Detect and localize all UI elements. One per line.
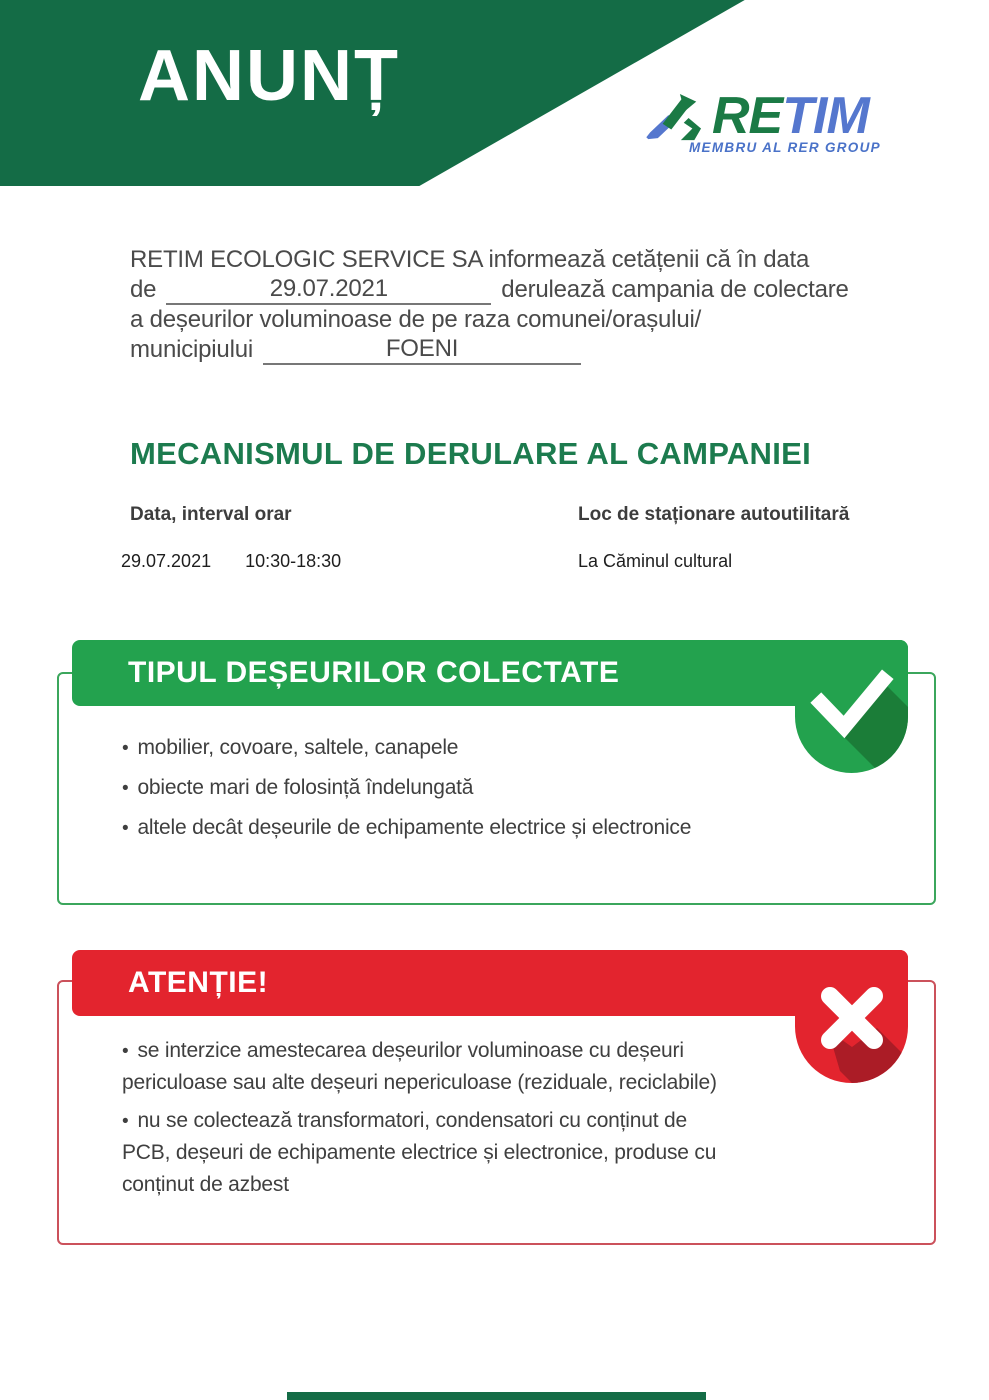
bottom-banner-edge [287,1392,706,1400]
city-fill-in: FOENI [263,335,581,365]
collected-item-2: obiecte mari de folosință îndelungată [137,776,474,799]
list-item [122,774,473,803]
schedule-hours: 10:30-18:30 [245,551,342,571]
list-item [122,1107,687,1136]
warning-title: ATENȚIE! [128,966,269,999]
warning-item-1-line-2: periculoase sau alte deșeuri nepericuloase (reziduale, reciclabile) [122,1071,717,1094]
location-column-label: Loc de staționare autoutilitară [578,504,850,525]
schedule-date: 29.07.2021 [121,551,212,571]
retim-logo [645,87,885,160]
schedule-column-label: Data, interval orar [130,504,292,525]
x-mark-icon [795,950,908,1083]
logo-text-re: RE [712,87,783,145]
intro-line-4 [130,335,930,365]
collected-waste-title: TIPUL DEȘEURILOR COLECTATE [128,656,620,689]
bullet-icon: • [122,778,129,799]
intro-line-3: a deșeurilor voluminoase de pe raza comunei/orașului/ [130,306,702,333]
warning-item-2-line-3: conținut de azbest [122,1173,289,1196]
warning-item-2-line-2: PCB, deșeuri de echipamente electrice și electronice, produse cu [122,1141,717,1164]
list-item [122,1069,717,1097]
recycle-arrows-icon [645,94,711,142]
logo-wordmark [712,87,869,145]
location-value: La Căminul cultural [578,551,733,571]
list-item [122,1037,684,1066]
checkmark-icon [795,640,908,773]
x-mark-badge [795,950,908,1083]
intro-line4-prefix: municipiului [130,336,253,363]
list-item [122,1139,716,1167]
intro-line2-suffix: derulează campania de colectare [501,276,849,303]
warning-ribbon [72,950,908,1016]
bullet-icon: • [122,738,129,759]
list-item [122,814,691,843]
checkmark-badge [795,640,908,773]
date-fill-in: 29.07.2021 [166,275,491,305]
warning-item-2-line-1: nu se colectează transformatori, condensatori cu conținut de [137,1109,687,1132]
section-heading: MECANISMUL DE DERULARE AL CAMPANIEI [130,436,812,471]
bullet-icon: • [122,818,129,839]
intro-line-2 [130,275,930,305]
intro-line2-prefix: de [130,276,157,303]
collected-waste-ribbon [72,640,908,706]
logo-text-tim: TIM [782,87,869,145]
page-title: ANUNȚ [138,36,400,116]
list-item [122,1171,289,1199]
intro-paragraph [130,245,930,365]
intro-line-1: RETIM ECOLOGIC SERVICE SA informează cetățenii că în data [130,246,810,273]
warning-item-1-line-1: se interzice amestecarea deșeurilor voluminoase cu deșeuri [137,1039,684,1062]
list-item [122,734,458,763]
schedule-value [121,551,341,572]
bullet-icon: • [122,1041,129,1062]
bullet-icon: • [122,1111,129,1132]
collected-item-3: altele decât deșeurile de echipamente electrice și electronice [137,816,692,839]
logo-tagline: MEMBRU AL RER GROUP [689,140,881,155]
collected-item-1: mobilier, covoare, saltele, canapele [137,736,459,759]
